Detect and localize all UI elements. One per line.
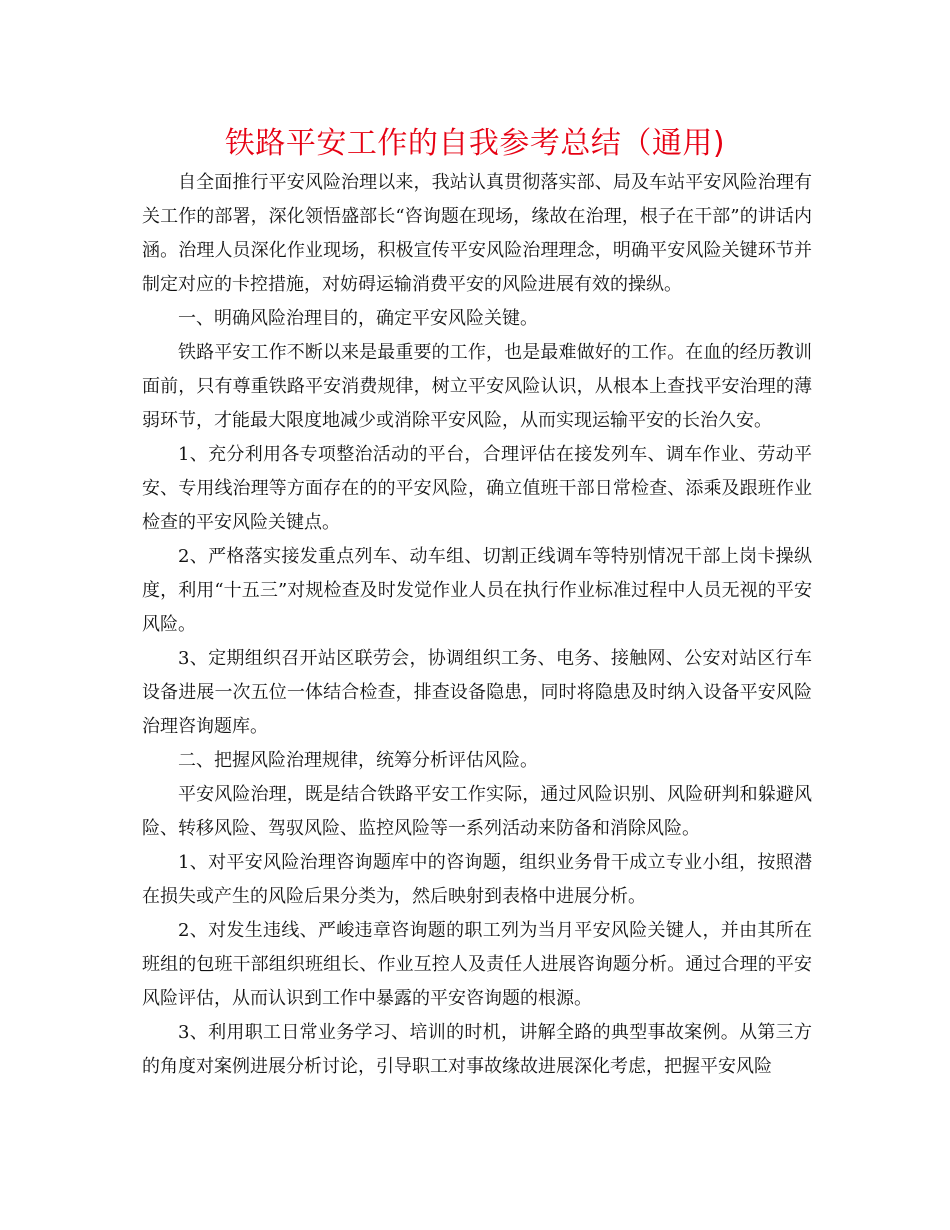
section-heading: 二、把握风险治理规律，统筹分析评估风险。 [178, 750, 538, 771]
list-item: 1、充分利用各专项整治活动的平台，合理评估在接发列车、调车作业、劳动平安、专用线治理等方面存在的的平安风险，确立值班干部日常检查、添乘及跟班作业检查的平安风险关键点。 [142, 444, 812, 533]
paragraph: 平安风险治理，既是结合铁路平安工作实际，通过风险识别、风险研判和躲避风险、转移风险、驾驭风险、监控风险等一系列活动来防备和消除风险。 [142, 784, 812, 839]
paragraph: 自全面推行平安风险治理以来，我站认真贯彻落实部、局及车站平安风险治理有关工作的部署，深化领悟盛部长“咨询题在现场，缘故在治理，根子在干部”的讲话内涵。治理人员深化作业现场，积极宣传平安风险治理理念，明确平安风险关键环节并制定对应的卡控措施，对妨碍运输消费平安的风险进展有效的操纵。 [142, 172, 812, 295]
list-item: 1、对平安风险治理咨询题库中的咨询题，组织业务骨干成立专业小组，按照潜在损失或产生的风险后果分类为，然后映射到表格中进展分析。 [142, 852, 812, 907]
document-title: 铁路平安工作的自我参考总结（通用) [224, 126, 726, 161]
list-item: 3、定期组织召开站区联劳会，协调组织工务、电务、接触网、公安对站区行车设备进展一次五位一体结合检查，排查设备隐患，同时将隐患及时纳入设备平安风险治理咨询题库。 [142, 648, 812, 737]
list-item: 2、对发生违线、严峻违章咨询题的职工列为当月平安风险关键人，并由其所在班组的包班干部组织班组长、作业互控人及责任人进展咨询题分析。通过合理的平安风险评估，从而认识到工作中暴露的平安咨询题的根源。 [142, 920, 812, 1009]
paragraph: 铁路平安工作不断以来是最重要的工作，也是最难做好的工作。在血的经历教训面前，只有尊重铁路平安消费规律，树立平安风险认识，从根本上查找平安治理的薄弱环节，才能最大限度地减少或消除平安风险，从而实现运输平安的长治久安。 [142, 342, 812, 431]
document-body [142, 166, 812, 1084]
list-item: 2、严格落实接发重点列车、动车组、切割正线调车等特别情况干部上岗卡操纵度，利用“十五三”对规检查及时发觉作业人员在执行作业标准过程中人员无视的平安风险。 [142, 546, 812, 635]
list-item: 3、利用职工日常业务学习、培训的时机，讲解全路的典型事故案例。从第三方的角度对案例进展分析讨论，引导职工对事故缘故进展深化考虑，把握平安风险 [142, 1022, 812, 1077]
section-heading: 一、明确风险治理目的，确定平安风险关键。 [178, 308, 538, 329]
